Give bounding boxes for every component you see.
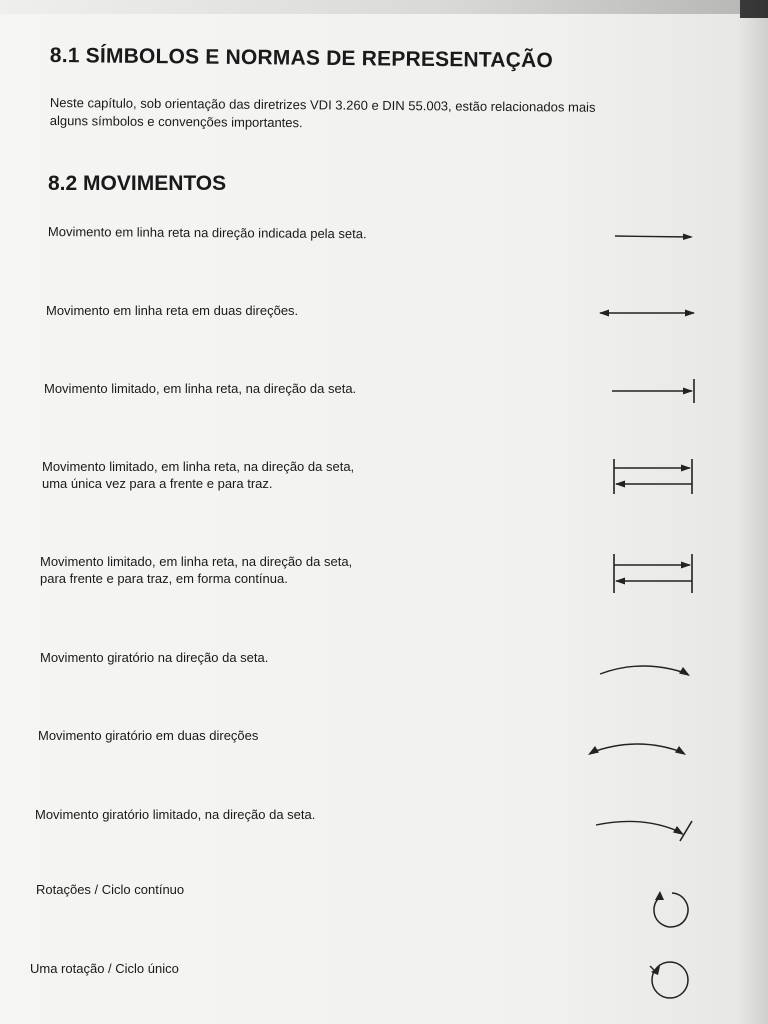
continuous-return-icon (610, 553, 698, 600)
movement-item-7-text: Movimento giratório em duas direções (38, 728, 259, 743)
movement-item-2-text: Movimento em linha reta em duas direções. (46, 303, 299, 318)
movement-item-1-text: Movimento em linha reta na direção indicada pela seta. (47, 223, 367, 242)
continuous-cycle-icon (646, 888, 694, 937)
movement-item-5-line-2: para frente e para traz, em forma contínua. (40, 571, 288, 586)
curved-double-arrow-icon (586, 735, 690, 764)
movement-item-3 (44, 380, 356, 397)
movement-item-4 (42, 458, 354, 492)
intro-line-1: Neste capítulo, sob orientação das diretrizes VDI 3.260 e DIN 55.003, estão relacionados mais (49, 94, 596, 115)
movement-item-4-line-1: Movimento limitado, em linha reta, na direção da seta, (42, 459, 355, 474)
single-cycle-icon (646, 958, 694, 1007)
movement-item-6 (40, 649, 268, 666)
movement-item-10-text: Uma rotação / Ciclo único (30, 961, 179, 976)
movement-item-4-line-2: uma única vez para a frente e para traz. (42, 476, 273, 491)
movement-item-9-text: Rotações / Ciclo contínuo (36, 882, 185, 897)
movement-item-7 (38, 727, 258, 744)
curved-arrow-icon (598, 656, 694, 685)
movement-item-8-text: Movimento giratório limitado, na direção da seta. (35, 807, 316, 822)
section-title-8-2: 8.2 MOVIMENTOS (48, 172, 227, 195)
movement-item-1 (48, 223, 367, 242)
movement-item-9 (36, 881, 184, 898)
intro-line-2: alguns símbolos e convenções importantes. (49, 112, 303, 131)
double-arrow-icon (598, 305, 698, 326)
movement-item-5 (40, 553, 352, 587)
curved-limited-arrow-icon (594, 815, 698, 850)
movement-item-6-text: Movimento giratório na direção da seta. (40, 650, 269, 665)
section-title-8-1: 8.1 SÍMBOLOS E NORMAS DE REPRESENTAÇÃO (49, 44, 554, 73)
movement-item-5-line-1: Movimento limitado, em linha reta, na direção da seta, (40, 554, 353, 569)
movement-item-10 (30, 960, 179, 977)
limited-arrow-icon (612, 378, 698, 409)
movement-item-8 (35, 806, 315, 823)
scan-right-shadow (738, 0, 768, 1024)
arrow-right-icon (615, 228, 695, 249)
single-return-icon (610, 458, 698, 503)
scan-top-edge (0, 0, 740, 14)
movement-item-2 (46, 302, 298, 319)
intro-paragraph (50, 94, 762, 136)
movement-item-3-text: Movimento limitado, em linha reta, na direção da seta. (44, 381, 357, 396)
